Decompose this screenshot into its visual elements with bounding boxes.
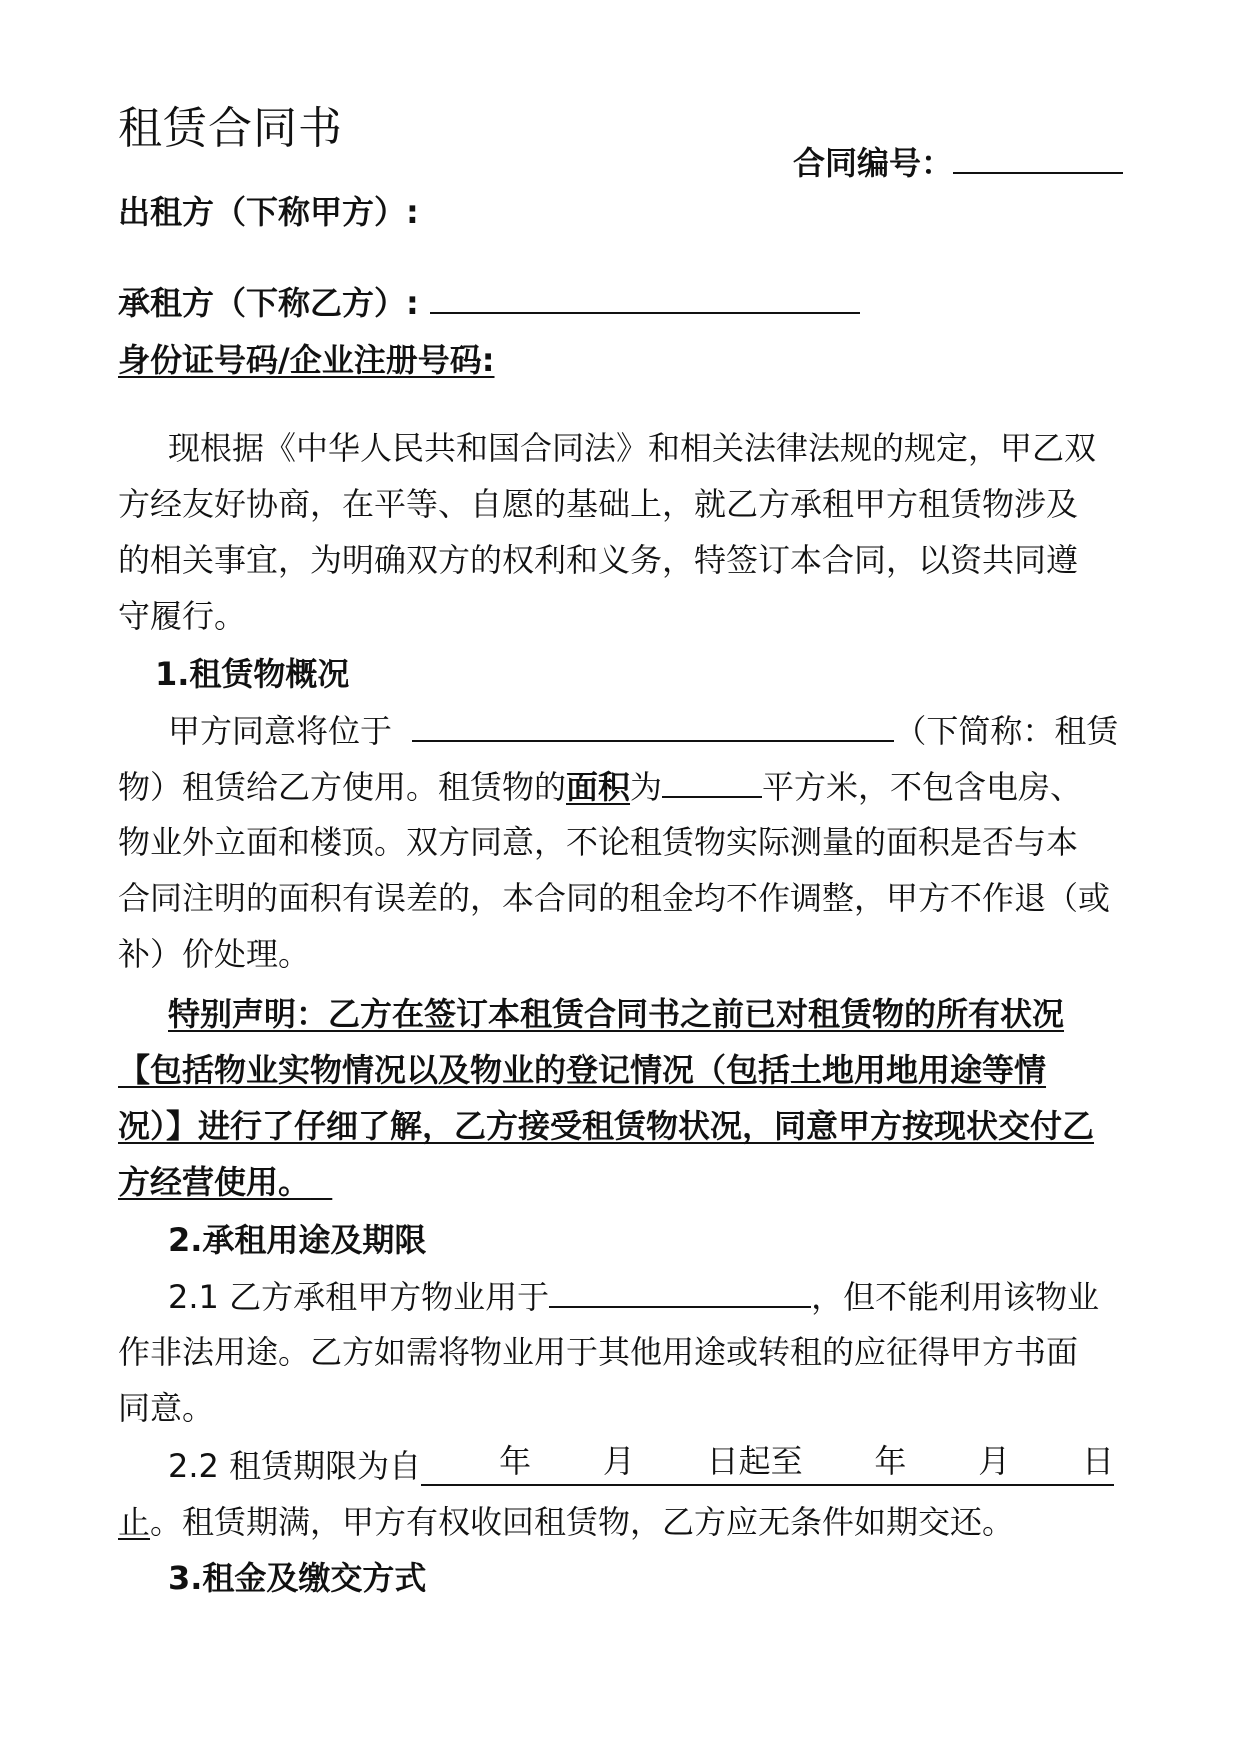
- intro-line: 守履行。: [118, 597, 247, 635]
- short-name-text: （下简称：租赁: [894, 712, 1119, 750]
- lessee-blank[interactable]: [430, 282, 860, 314]
- usage-blank[interactable]: [549, 1276, 811, 1308]
- lessee-field: [118, 282, 860, 323]
- section-3-heading: 3.租金及缴交方式: [168, 1559, 427, 1597]
- area-text: 物）租赁给乙方使用。租赁物的: [118, 768, 567, 806]
- id-number-label: 身份证号码/企业注册号码:: [118, 341, 495, 379]
- section-2-line: 作非法用途。乙方如需将物业用于其他用途或转租的应征得甲方书面: [118, 1333, 1079, 1371]
- section-1-line: [168, 710, 1118, 751]
- contract-number-label: 合同编号：: [793, 144, 954, 182]
- special-notice-line: 方经营使用。: [118, 1163, 311, 1201]
- lease-term-line: [168, 1442, 1114, 1486]
- lease-term-end-text: 。租赁期满，甲方有权收回租赁物，乙方应无条件如期交还。: [150, 1503, 1015, 1541]
- section-1-line: 合同注明的面积有误差的，本合同的租金均不作调整，甲方不作退（或: [118, 879, 1111, 917]
- contract-number-blank[interactable]: [953, 142, 1123, 174]
- special-notice-line: 况）】进行了仔细了解，乙方接受租赁物状况，同意甲方按现状交付乙: [118, 1107, 1095, 1145]
- section-1-line: 补）价处理。: [118, 935, 311, 973]
- contract-number-field: [793, 142, 1123, 183]
- area-unit-text: 平方米，不包含电房、: [762, 768, 1083, 806]
- intro-line: 方经友好协商，在平等、自愿的基础上，就乙方承租甲方租赁物涉及: [118, 485, 1079, 523]
- area-blank[interactable]: [662, 766, 762, 798]
- location-blank[interactable]: [412, 710, 894, 742]
- lessee-label: 承租方（下称乙方）:: [118, 284, 419, 322]
- location-label: 甲方同意将位于: [168, 712, 393, 750]
- special-notice-line: 特别声明：乙方在签订本租赁合同书之前已对租赁物的所有状况: [168, 995, 1065, 1033]
- section-2-line: [168, 1276, 1099, 1317]
- lease-term-end-line: [118, 1502, 1014, 1542]
- lease-term-date-blanks[interactable]: 年 月 日起至 年 月 日: [421, 1446, 1114, 1486]
- lessor-label: 出租方（下称甲方）:: [118, 193, 419, 231]
- section-1-line: [118, 766, 1082, 807]
- intro-line: 的相关事宜，为明确双方的权利和义务，特签订本合同，以资共同遵: [118, 541, 1079, 579]
- usage-label: 2.1 乙方承租甲方物业用于: [168, 1278, 550, 1316]
- document-title: 租赁合同书: [118, 103, 343, 154]
- special-notice-line: 【包括物业实物情况以及物业的登记情况（包括土地用地用途等情: [118, 1051, 1047, 1089]
- usage-restriction-text: ，但不能利用该物业: [811, 1278, 1100, 1316]
- section-2-line: 同意。: [118, 1389, 215, 1427]
- section-2-heading: 2.承租用途及期限: [168, 1221, 427, 1259]
- section-1-line: 物业外立面和楼顶。双方同意，不论租赁物实际测量的面积是否与本: [118, 823, 1079, 861]
- area-connector: 为: [630, 768, 663, 806]
- section-1-heading: 1.租赁物概况: [155, 655, 350, 693]
- lease-term-label: 2.2 租赁期限为自: [168, 1447, 422, 1485]
- lease-term-end-word: 止: [118, 1503, 151, 1541]
- intro-line: 现根据《中华人民共和国合同法》和相关法律法规的规定，甲乙双: [168, 429, 1097, 467]
- area-keyword: 面积: [566, 768, 631, 806]
